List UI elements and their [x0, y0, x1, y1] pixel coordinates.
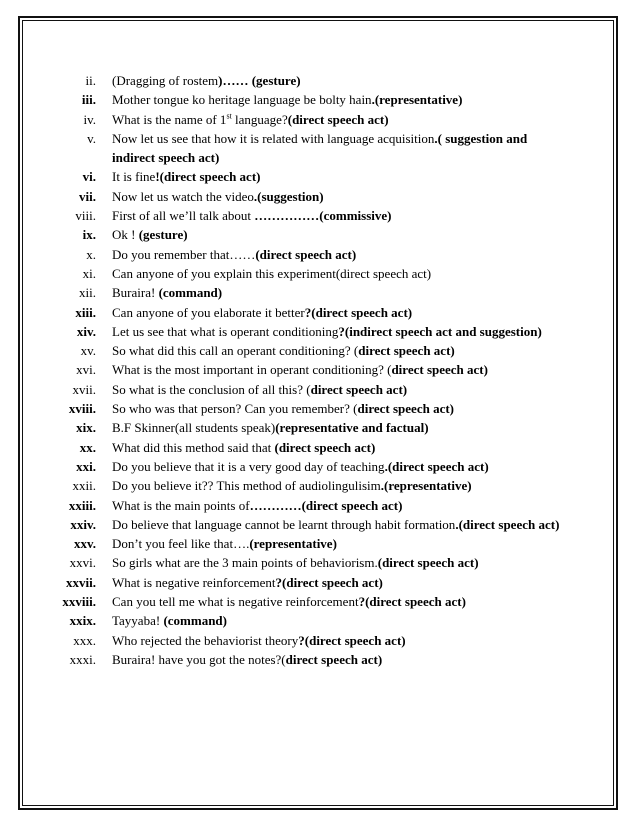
- speech-act-label: ?(direct speech act): [275, 574, 383, 590]
- list-item: [54, 457, 564, 476]
- speech-act-label: (direct speech act): [255, 246, 357, 262]
- item-text: [112, 283, 564, 302]
- item-utterance: It is fine: [112, 169, 156, 185]
- list-item: [54, 418, 564, 437]
- list-item: [54, 129, 564, 168]
- item-text: [112, 90, 564, 109]
- item-text: [112, 341, 564, 360]
- item-text: [112, 167, 564, 186]
- list-item: [54, 438, 564, 457]
- item-number: xii.: [79, 285, 96, 301]
- item-utterance: What did this method said that: [112, 439, 275, 455]
- item-utterance: First of all we’ll talk about: [112, 208, 255, 224]
- speech-act-label: direct speech act): [285, 651, 383, 667]
- item-number: xvii.: [72, 381, 96, 397]
- item-number: xxviii.: [62, 594, 96, 610]
- list-item: [54, 380, 564, 399]
- item-utterance: Mother tongue ko heritage language be bolty hain: [112, 92, 372, 108]
- ordinal-superscript: st: [226, 111, 232, 121]
- item-text: [112, 438, 564, 457]
- item-text: [112, 650, 564, 669]
- speech-act-label: direct speech act): [310, 381, 408, 397]
- speech-act-label: .(direct speech act): [384, 458, 489, 474]
- list-item: [54, 476, 564, 495]
- speech-act-label: ……………(commissive): [254, 208, 392, 224]
- item-text: [112, 573, 564, 592]
- list-item: [54, 515, 564, 534]
- list-item: [54, 71, 564, 90]
- speech-act-label: (gesture): [138, 227, 188, 243]
- item-number: xxii.: [72, 478, 96, 494]
- item-text: [112, 187, 564, 206]
- item-number: xxiii.: [68, 497, 96, 513]
- speech-act-label: .(representative): [380, 478, 472, 494]
- item-text: [112, 515, 564, 534]
- item-number: xxvii.: [66, 574, 96, 590]
- list-item: [54, 283, 564, 302]
- item-number: xiii.: [75, 304, 96, 320]
- speech-act-label: .(suggestion): [253, 188, 324, 204]
- item-text: [112, 457, 564, 476]
- speech-act-label: ?(direct speech act): [358, 594, 466, 610]
- item-number: ix.: [82, 227, 96, 243]
- list-item: [54, 187, 564, 206]
- item-text: [112, 496, 564, 515]
- item-number: xix.: [76, 420, 96, 436]
- item-utterance: Now let us see that how it is related with language acquisition: [112, 130, 435, 146]
- item-utterance: What is the most important in operant conditioning? (: [112, 362, 392, 378]
- item-utterance: Buraira! have you got the notes?(: [112, 651, 286, 667]
- list-item: [54, 399, 564, 418]
- speech-act-label: ?(indirect speech act and suggestion): [338, 323, 542, 339]
- list-item: [54, 573, 564, 592]
- item-text: [112, 360, 564, 379]
- speech-act-label: ?(direct speech act): [298, 632, 406, 648]
- item-text: [112, 303, 564, 322]
- item-utterance: Ok !: [112, 227, 139, 243]
- speech-act-label: (direct speech act): [274, 439, 376, 455]
- item-utterance: Let us see that what is operant conditioning: [112, 323, 339, 339]
- list-item: [54, 322, 564, 341]
- list-item: [54, 90, 564, 109]
- item-text: [112, 592, 564, 611]
- list-item: [54, 110, 564, 129]
- list-item: [54, 611, 564, 630]
- list-item: [54, 631, 564, 650]
- item-utterance: Now let us watch the video: [112, 188, 254, 204]
- item-text: [112, 476, 564, 495]
- item-number: xx.: [79, 439, 96, 455]
- speech-act-list: [54, 71, 564, 669]
- item-text: [112, 380, 564, 399]
- item-number: xxv.: [73, 536, 96, 552]
- list-item: [54, 225, 564, 244]
- item-text: [112, 225, 564, 244]
- list-item: [54, 341, 564, 360]
- item-text: [112, 399, 564, 418]
- item-utterance: Can you tell me what is negative reinforcement: [112, 594, 359, 610]
- list-item: [54, 167, 564, 186]
- item-number: xi.: [82, 265, 96, 281]
- item-number: vii.: [79, 188, 96, 204]
- item-text: [112, 418, 564, 437]
- list-item: [54, 592, 564, 611]
- item-number: xxiv.: [70, 516, 96, 532]
- list-item: [54, 650, 564, 669]
- item-text: [112, 631, 564, 650]
- speech-act-label: .(direct speech act): [455, 516, 560, 532]
- speech-act-label: direct speech act): [357, 401, 455, 417]
- item-utterance: B.F Skinner(all students speak): [112, 420, 276, 436]
- list-item: [54, 206, 564, 225]
- item-number: xiv.: [76, 323, 96, 339]
- speech-act-label: direct speech act): [358, 343, 455, 359]
- list-item: [54, 534, 564, 553]
- item-utterance: What is negative reinforcement: [112, 574, 276, 590]
- list-item: [54, 303, 564, 322]
- item-utterance: (Dragging of rostem: [112, 73, 219, 88]
- item-utterance: Buraira!: [112, 285, 159, 301]
- item-number: xviii.: [68, 401, 96, 417]
- item-utterance: Do believe that language cannot be learnt through habit formation: [112, 516, 456, 532]
- speech-act-label: (representative and factual): [275, 420, 429, 436]
- item-number: xxvi.: [69, 555, 96, 571]
- item-utterance: What is the name of 1: [112, 111, 227, 127]
- list-item: [54, 264, 564, 283]
- item-number: xxx.: [73, 632, 96, 648]
- item-number: iii.: [81, 92, 96, 108]
- item-utterance: So girls what are the 3 main points of behaviorism.: [112, 555, 378, 571]
- item-number: vi.: [82, 169, 96, 185]
- speech-act-label: …………(direct speech act): [249, 497, 403, 513]
- list-item: [54, 245, 564, 264]
- item-text: [112, 110, 564, 129]
- item-utterance: Tayyaba!: [112, 613, 164, 629]
- item-utterance: Who rejected the behaviorist theory: [112, 632, 299, 648]
- speech-act-label: direct speech act): [391, 362, 488, 378]
- item-number: viii.: [75, 208, 96, 224]
- item-text: [112, 245, 564, 264]
- list-item: [54, 553, 564, 572]
- item-utterance: Do you believe that it is a very good day of teaching: [112, 458, 385, 474]
- item-text: [112, 129, 564, 168]
- item-utterance: Do you believe it?? This method of audiolingulisim: [112, 478, 381, 494]
- speech-act-label: (command): [158, 285, 223, 301]
- item-utterance: So who was that person? Can you remember? (: [112, 401, 358, 417]
- item-utterance: So what is the conclusion of all this? (: [112, 381, 311, 397]
- item-text: [112, 206, 564, 225]
- speech-act-label: .(representative): [371, 92, 463, 108]
- item-text: [112, 611, 564, 630]
- item-number: ii.: [85, 73, 96, 88]
- item-utterance: Can anyone of you explain this experiment(direct speech act): [112, 265, 432, 281]
- item-number: iv.: [83, 111, 96, 127]
- item-utterance: Don’t you feel like that….: [112, 536, 250, 552]
- item-number: xxi.: [76, 458, 96, 474]
- item-text: [112, 534, 564, 553]
- item-number: xvi.: [76, 362, 96, 378]
- item-number: v.: [87, 130, 96, 146]
- item-text: [112, 322, 564, 341]
- item-text: [112, 71, 564, 90]
- item-number: x.: [86, 246, 96, 262]
- speech-act-label: .( suggestion and indirect speech act): [112, 130, 528, 166]
- list-item: [54, 360, 564, 379]
- item-number: xxxi.: [69, 651, 96, 667]
- item-number: xxix.: [69, 613, 96, 629]
- item-text: [112, 553, 564, 572]
- speech-act-label: (representative): [249, 536, 337, 552]
- item-utterance: What is the main points of: [112, 497, 250, 513]
- item-utterance: So what did this call an operant conditioning? (: [112, 343, 359, 359]
- speech-act-label: )…… (gesture): [218, 73, 301, 88]
- speech-act-label: (direct speech act): [287, 111, 389, 127]
- item-utterance: Do you remember that……: [112, 246, 256, 262]
- list-item: [54, 496, 564, 515]
- item-utterance: Can anyone of you elaborate it better: [112, 304, 305, 320]
- speech-act-label: !(direct speech act): [155, 169, 261, 185]
- item-text: [112, 264, 564, 283]
- item-number: xv.: [80, 343, 96, 359]
- speech-act-label: (command): [163, 613, 227, 629]
- speech-act-label: ?(direct speech act): [304, 304, 413, 320]
- item-utterance-cont: language?: [231, 111, 288, 127]
- speech-act-label: (direct speech act): [377, 555, 479, 571]
